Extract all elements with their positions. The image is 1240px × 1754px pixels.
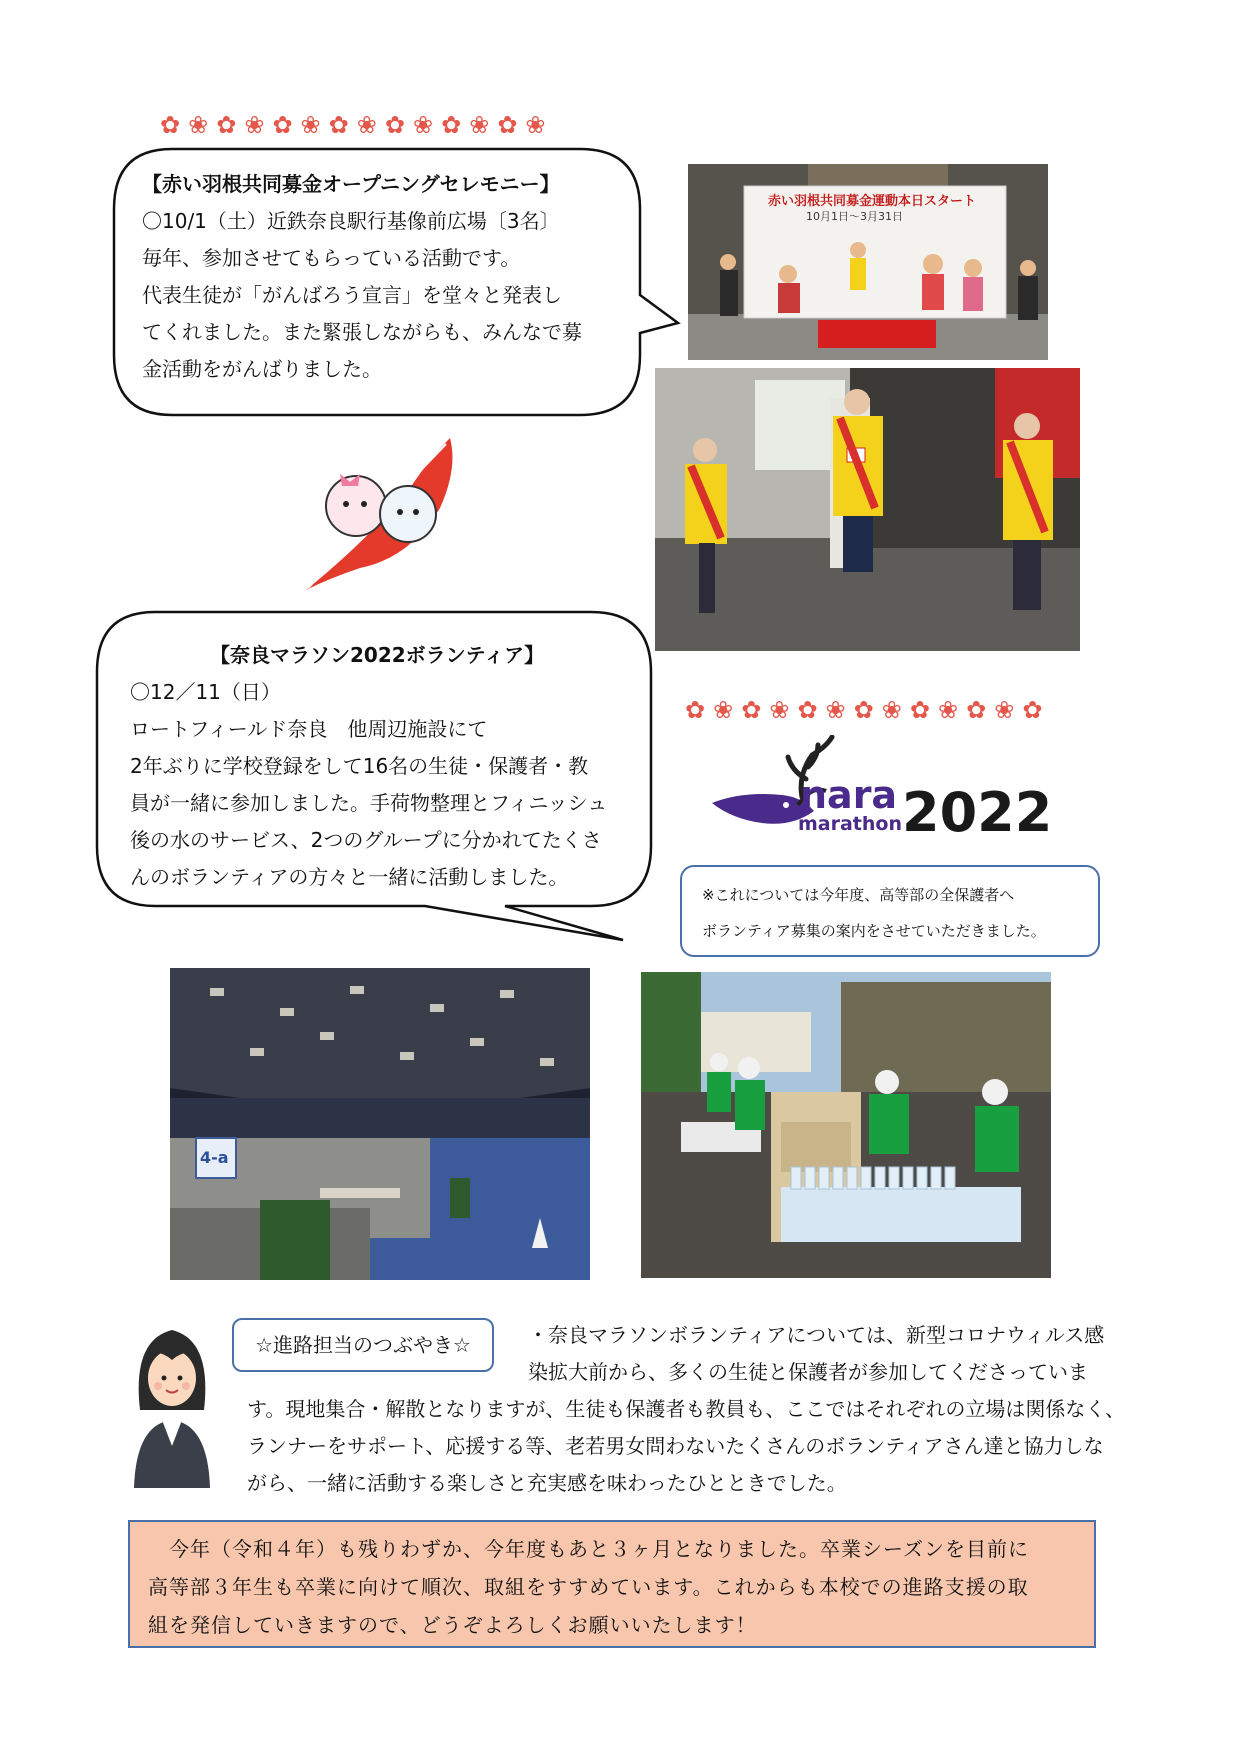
ceremony-line: 〇10/1（土）近鉄奈良駅行基像前広場〔3名〕 — [142, 209, 560, 233]
ceremony-text — [142, 166, 582, 388]
career-line: す。現地集合・解散となりますが、生徒も保護者も教員も、ここではそれぞれの立場は関係なく、 — [247, 1397, 1125, 1421]
gym-sign-text: 4-a — [200, 1148, 229, 1167]
career-tag: ☆進路担当のつぶやき☆ — [232, 1318, 494, 1372]
flower-divider-top: ✿ ❀ ✿ ❀ ✿ ❀ ✿ ❀ ✿ ❀ ✿ ❀ ✿ ❀ — [160, 111, 548, 139]
marathon-line: 後の水のサービス、2つのグループに分かれてたくさ — [130, 828, 602, 852]
flower-divider-right: ✿ ❀ ✿ ❀ ✿ ❀ ✿ ❀ ✿ ❀ ✿ ❀ ✿ — [685, 696, 1045, 724]
students-happi-photo — [655, 368, 1080, 651]
marathon-line: 〇12／11（日） — [130, 680, 281, 704]
teacher-avatar-icon — [132, 1320, 212, 1490]
career-text-top — [528, 1317, 1105, 1391]
nara-marathon-logo — [702, 735, 1082, 855]
ceremony-stage-photo — [688, 164, 1048, 360]
career-line: ・奈良マラソンボランティアについては、新型コロナウィルス感 — [528, 1323, 1105, 1347]
gym-baggage-photo — [170, 968, 590, 1280]
logo-nara: nara — [800, 773, 898, 817]
volunteer-note-box — [680, 865, 1100, 957]
ceremony-line: 代表生徒が「がんばろう宣言」を堂々と発表し — [142, 283, 562, 307]
note-line: ボランティア募集の案内をさせていただきました。 — [702, 922, 1046, 940]
career-line: 染拡大前から、多くの生徒と保護者が参加してくださっていま — [528, 1360, 1088, 1384]
marathon-text — [130, 637, 607, 896]
ceremony-title: 【赤い羽根共同募金オープニングセレモニー】 — [142, 172, 560, 196]
note-line: ※これについては今年度、高等部の全保護者へ — [702, 886, 1015, 904]
banner-title: 赤い羽根共同募金運動本日スタート — [768, 194, 977, 209]
logo-year: 2022 — [902, 781, 1053, 844]
closing-message-box — [128, 1520, 1096, 1648]
career-text-bottom — [247, 1391, 1125, 1502]
ceremony-line: 金活動をがんばりました。 — [142, 357, 382, 381]
ceremony-line: 毎年、参加させてもらっている活動です。 — [142, 246, 521, 270]
marathon-line: 2年ぶりに学校登録をして16名の生徒・保護者・教 — [130, 754, 589, 778]
closing-line: 高等部３年生も卒業に向けて順次、取組をすすめています。これからも本校での進路支援の取 — [148, 1575, 1029, 1599]
marathon-line: ロートフィールド奈良 他周辺施設にて — [130, 717, 488, 741]
banner-dates: 10月1日～3月31日 — [806, 210, 903, 223]
closing-line: 組を発信していきますので、どうぞよろしくお願いいたします！ — [148, 1613, 757, 1637]
career-line: ランナーをサポート、応援する等、老若男女問わないたくさんのボランティアさん達と協力しな — [247, 1434, 1104, 1458]
ceremony-line: てくれました。また緊張しながらも、みんなで募 — [142, 320, 582, 344]
logo-marathon: marathon — [798, 813, 902, 835]
marathon-title: 【奈良マラソン2022ボランティア】 — [210, 643, 545, 667]
marathon-line: 員が一緒に参加しました。手荷物整理とフィニッシュ — [130, 791, 608, 815]
water-station-photo — [641, 972, 1051, 1278]
closing-line: 今年（令和４年）も残りわずか、今年度もあと３ヶ月となりました。卒業シーズンを目前に — [148, 1537, 1029, 1561]
career-line: がら、一緒に活動する楽しさと充実感を味わったひとときでした。 — [247, 1471, 847, 1495]
marathon-line: んのボランティアの方々と一緒に活動しました。 — [130, 865, 569, 889]
red-feather-mascot-icon — [300, 428, 470, 598]
